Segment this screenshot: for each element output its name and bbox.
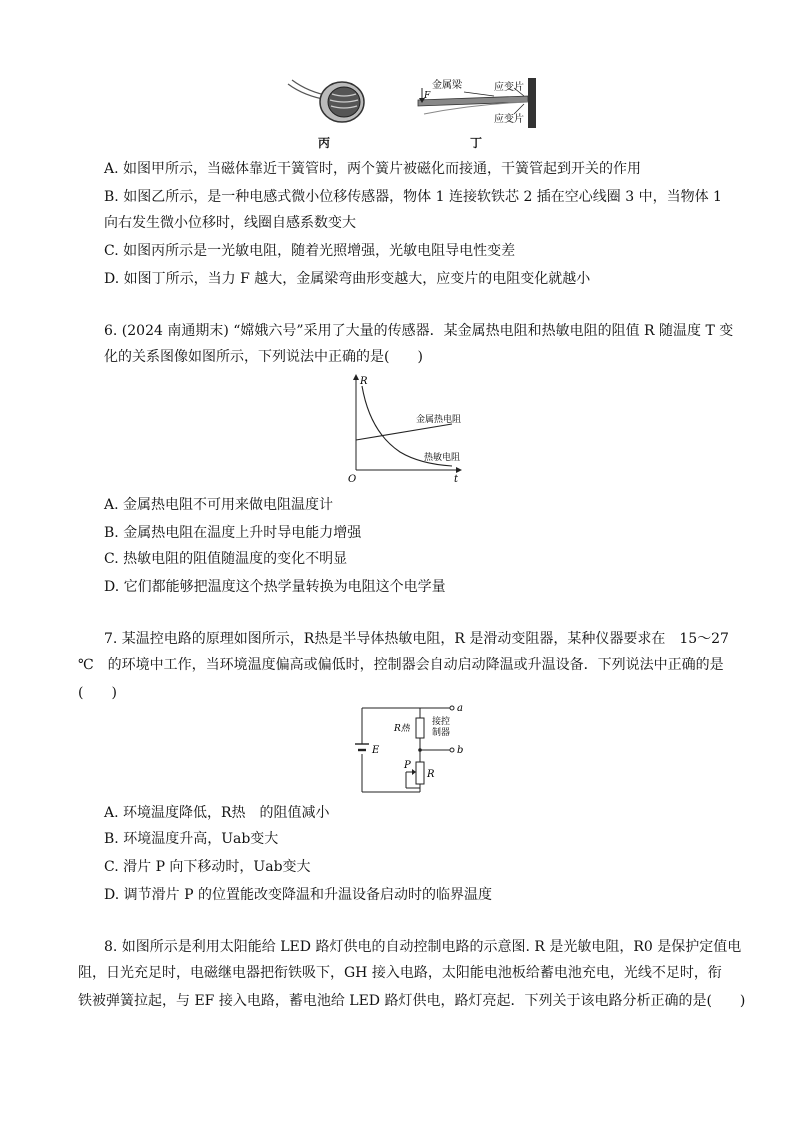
q7-option-d: D. 调节滑片 P 的位置能改变降温和升温设备启动时的临界温度 bbox=[104, 887, 492, 903]
force-label: F bbox=[424, 91, 431, 101]
controller-label-2: 制器 bbox=[432, 728, 451, 738]
figure-bing-photoresistor bbox=[284, 76, 374, 126]
figure-ding-label: 丁 bbox=[470, 136, 483, 150]
q6-option-b: B. 金属热电阻在温度上升时导电能力增强 bbox=[104, 525, 362, 541]
metal-beam-label: 金属梁 bbox=[432, 80, 462, 91]
q5-option-d: D. 如图丁所示，当力 F 越大，金属梁弯曲形变越大，应变片的电阻变化就越小 bbox=[104, 271, 591, 287]
q5-option-c: C. 如图丙所示是一光敏电阻，随着光照增强，光敏电阻导电性变差 bbox=[104, 243, 516, 259]
q8-stem-line2: 阻，日光充足时，电磁继电器把衔铁吸下，GH 接入电路，太阳能电池板给蓄电池充电，光线不足时，衔 bbox=[78, 965, 722, 981]
terminal-a-label: a bbox=[457, 703, 463, 714]
q7-stem-line2: ℃ 的环境中工作，当环境温度偏高或偏低时，控制器会自动启动降温或升温设备．下列说法中正确的是 bbox=[78, 657, 724, 673]
q7-circuit-diagram bbox=[350, 698, 475, 798]
figure-bing-label: 丙 bbox=[318, 136, 331, 150]
x-axis-label: t bbox=[454, 474, 459, 484]
battery-e-label: E bbox=[372, 745, 380, 756]
origin-label: O bbox=[348, 474, 357, 484]
q6-option-d: D. 它们都能够把温度这个热学量转换为电阻这个电学量 bbox=[104, 579, 446, 595]
q5-option-b-line2: 向右发生微小位移时，线圈自感系数变大 bbox=[104, 215, 356, 231]
q7-option-c: C. 滑片 P 向下移动时，Uab变大 bbox=[104, 859, 311, 875]
q6-option-c: C. 热敏电阻的阻值随温度的变化不明显 bbox=[104, 551, 348, 567]
q6-option-a: A. 金属热电阻不可用来做电阻温度计 bbox=[104, 497, 334, 513]
q6-stem-line2: 化的关系图像如图所示，下列说法中正确的是( ) bbox=[104, 349, 423, 365]
figure-ding-strain-beam bbox=[414, 74, 544, 132]
q7-option-b: B. 环境温度升高，Uab变大 bbox=[104, 831, 279, 847]
q5-option-a: A. 如图甲所示，当磁体靠近干簧管时，两个簧片被磁化而接通，干簧管起到开关的作用 bbox=[104, 161, 642, 177]
strain-gauge-bottom-label: 应变片 bbox=[494, 114, 524, 125]
q8-stem-line1: 8. 如图所示是利用太阳能给 LED 路灯供电的自动控制电路的示意图. R 是光敏电阻，R0 是保护定值电 bbox=[104, 939, 742, 955]
q7-stem-line1: 7. 某温控电路的原理如图所示，R热是半导体热敏电阻，R 是滑动变阻器，某种仪器要求在 15～27 bbox=[104, 631, 729, 647]
metal-resistor-line bbox=[356, 424, 452, 440]
slider-p-label: P bbox=[404, 760, 411, 771]
controller-label-1: 接控 bbox=[432, 717, 451, 727]
strain-gauge-top-label: 应变片 bbox=[494, 82, 524, 93]
q5-option-b-line1: B. 如图乙所示，是一种电感式微小位移传感器，物体 1 连接软铁芯 2 插在空心线圈 3 中，当物体 1 bbox=[104, 189, 722, 205]
q6-resistance-temperature-graph bbox=[340, 372, 470, 484]
thermistor-label: 热敏电阻 bbox=[424, 453, 461, 463]
q6-stem-line1: 6. (2024 南通期末) “嫦娥六号”采用了大量的传感器．某金属热电阻和热敏电阻的阻值 R 随温度 T 变 bbox=[104, 323, 734, 339]
q7-stem-line3: ( ) bbox=[78, 685, 117, 701]
metal-resistor-label: 金属热电阻 bbox=[416, 415, 462, 425]
rheostat-r-label: R bbox=[427, 769, 435, 780]
q8-stem-line3: 铁被弹簧拉起，与 EF 接入电路，蓄电池给 LED 路灯供电，路灯亮起．下列关于该电路分析正确的是( ) bbox=[78, 993, 746, 1009]
y-axis-label: R bbox=[360, 376, 368, 387]
terminal-b-label: b bbox=[457, 745, 464, 756]
thermistor-r-label: R热 bbox=[394, 724, 410, 734]
q7-option-a: A. 环境温度降低，R热 的阻值减小 bbox=[104, 805, 330, 821]
